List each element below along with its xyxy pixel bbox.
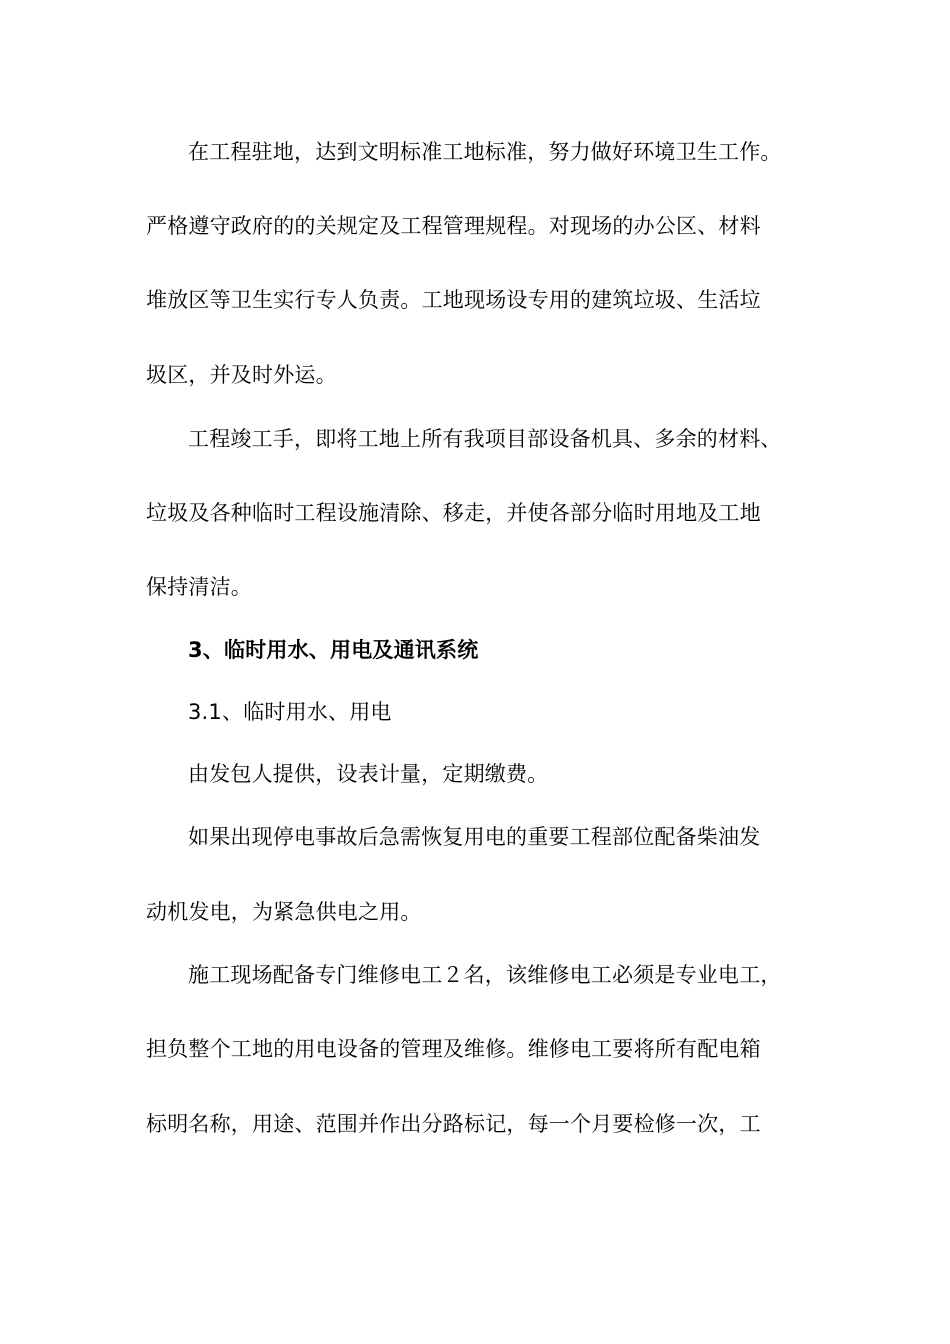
paragraph-4-line-2: 动机发电，为紧急供电之用。 — [146, 900, 422, 924]
paragraph-2-line-2: 垃圾及各种临时工程设施清除、移走，并使各部分临时用地及工地 — [146, 501, 761, 525]
paragraph-1-line-2: 严格遵守政府的的关规定及工程管理规程。对现场的办公区、材料 — [146, 214, 761, 238]
paragraph-3-line-1: 由发包人提供，设表计量，定期缴费。 — [188, 762, 549, 786]
paragraph-2-line-1: 工程竣工手，即将工地上所有我项目部设备机具、多余的材料、 — [188, 427, 782, 451]
paragraph-2-line-3: 保持清洁。 — [146, 575, 252, 599]
section-heading: 3、临时用水、用电及通讯系统 — [188, 638, 479, 662]
paragraph-5-line-1: 施工现场配备专门维修电工２名，该维修电工必须是专业电工， — [188, 963, 782, 987]
paragraph-1-line-1: 在工程驻地，达到文明标准工地标准，努力做好环境卫生工作。 — [188, 140, 782, 164]
paragraph-5-line-3: 标明名称，用途、范围并作出分路标记，每一个月要检修一次，工 — [146, 1112, 761, 1136]
paragraph-1-line-3: 堆放区等卫生实行专人负责。工地现场设专用的建筑垃圾、生活垃 — [146, 288, 761, 312]
paragraph-4-line-1: 如果出现停电事故后急需恢复用电的重要工程部位配备柴油发 — [188, 825, 761, 849]
paragraph-1-line-4: 圾区，并及时外运。 — [146, 363, 337, 387]
subsection-heading: 3.1、临时用水、用电 — [188, 700, 392, 724]
paragraph-5-line-2: 担负整个工地的用电设备的管理及维修。维修电工要将所有配电箱 — [146, 1037, 761, 1061]
